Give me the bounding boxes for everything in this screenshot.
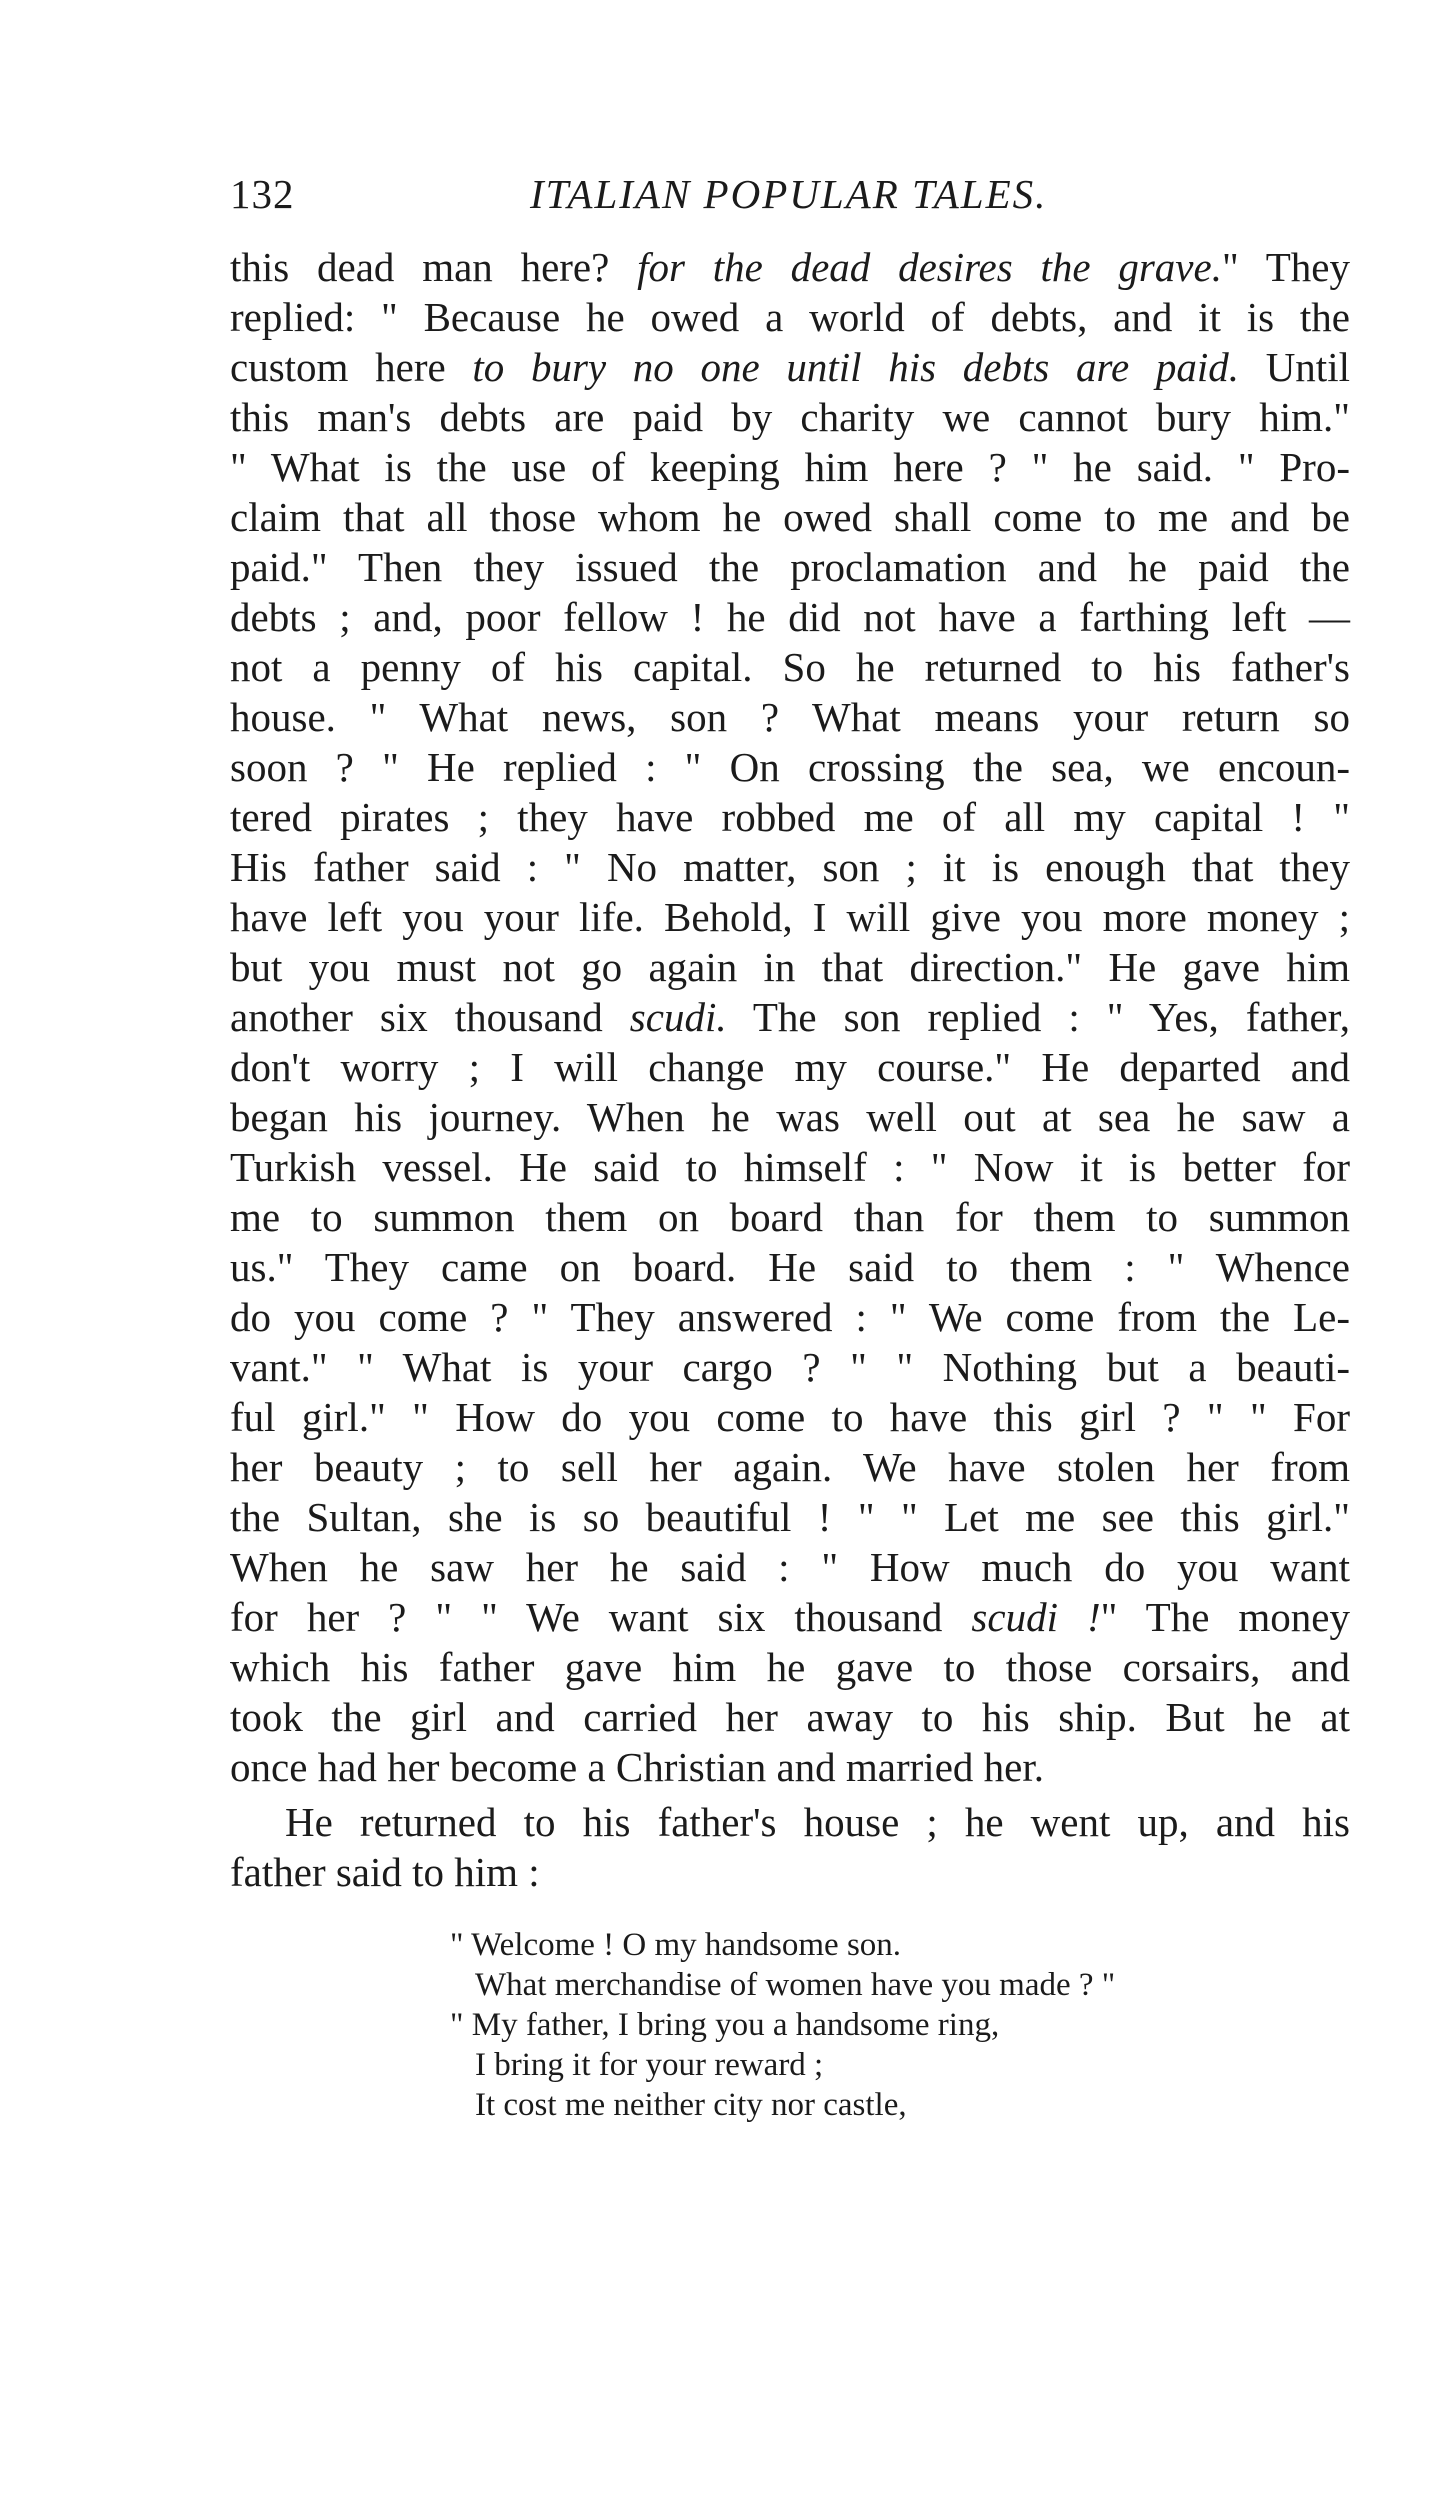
text-line: this man's debts are paid by charity we cannot bury him." xyxy=(230,394,1350,440)
text-line: vant." " What is your cargo ? " " Nothing but a beauti- xyxy=(230,1344,1350,1390)
verse-line: " Welcome ! O my handsome son. xyxy=(450,1927,902,1963)
page-header xyxy=(230,170,1350,230)
text-line: replied: " Because he owed a world of debts, and it is the xyxy=(230,294,1350,340)
text-line: ful girl." " How do you come to have this girl ? " " For xyxy=(230,1394,1350,1440)
text-line: us." They came on board. He said to them : " Whence xyxy=(230,1244,1350,1290)
text-line: don't worry ; I will change my course." He departed and xyxy=(230,1044,1350,1090)
text-line: her beauty ; to sell her again. We have stolen her from xyxy=(230,1444,1350,1490)
text-line: took the girl and carried her away to his ship. But he at xyxy=(230,1694,1350,1740)
text-line: debts ; and, poor fellow ! he did not have a farthing left — xyxy=(230,594,1350,640)
verse-line: I bring it for your reward ; xyxy=(475,2047,824,2083)
text-line: " What is the use of keeping him here ? " he said. " Pro- xyxy=(230,444,1350,490)
page-number: 132 xyxy=(230,171,295,217)
text-line: father said to him : xyxy=(230,1849,540,1895)
text-line: tered pirates ; they have robbed me of all my capital ! " xyxy=(230,794,1350,840)
text-line: house. " What news, son ? What means your return so xyxy=(230,694,1350,740)
text-line: the Sultan, she is so beautiful ! " " Let me see this girl." xyxy=(230,1494,1350,1540)
text-line: soon ? " He replied : " On crossing the sea, we encoun- xyxy=(230,744,1350,790)
text-line: once had her become a Christian and married her. xyxy=(230,1744,1044,1790)
text-line: do you come ? " They answered : " We come from the Le- xyxy=(230,1294,1350,1340)
text-line: have left you your life. Behold, I will give you more money ; xyxy=(230,894,1350,940)
text-line: which his father gave him he gave to those corsairs, and xyxy=(230,1644,1350,1690)
text-line: but you must not go again in that direction." He gave him xyxy=(230,944,1350,990)
paragraph-first-line: He returned to his father's house ; he went up, and his xyxy=(285,1799,1350,1845)
text-line: for her ? " " We want six thousand scudi !" The money xyxy=(230,1594,1350,1640)
prose-body xyxy=(230,242,1350,1897)
text-line: Turkish vessel. He said to himself : " Now it is better for xyxy=(230,1144,1350,1190)
verse-block xyxy=(450,1925,1250,2125)
text-line: paid." Then they issued the proclamation and he paid the xyxy=(230,544,1350,590)
text-line: this dead man here? for the dead desires the grave." They xyxy=(230,244,1350,290)
verse-line: " My father, I bring you a handsome ring, xyxy=(450,2007,1000,2043)
text-line: not a penny of his capital. So he returned to his father's xyxy=(230,644,1350,690)
verse-line: What merchandise of women have you made ? " xyxy=(475,1967,1116,2003)
text-line: custom here to bury no one until his debts are paid. Until xyxy=(230,344,1350,390)
text-line: another six thousand scudi. The son replied : " Yes, father, xyxy=(230,994,1350,1040)
text-line: began his journey. When he was well out at sea he saw a xyxy=(230,1094,1350,1140)
verse-line: It cost me neither city nor castle, xyxy=(475,2087,907,2123)
running-title: ITALIAN POPULAR TALES. xyxy=(530,171,1048,217)
text-line: When he saw her he said : " How much do you want xyxy=(230,1544,1350,1590)
text-line: claim that all those whom he owed shall come to me and be xyxy=(230,494,1350,540)
text-line: me to summon them on board than for them to summon xyxy=(230,1194,1350,1240)
text-line: His father said : " No matter, son ; it is enough that they xyxy=(230,844,1350,890)
